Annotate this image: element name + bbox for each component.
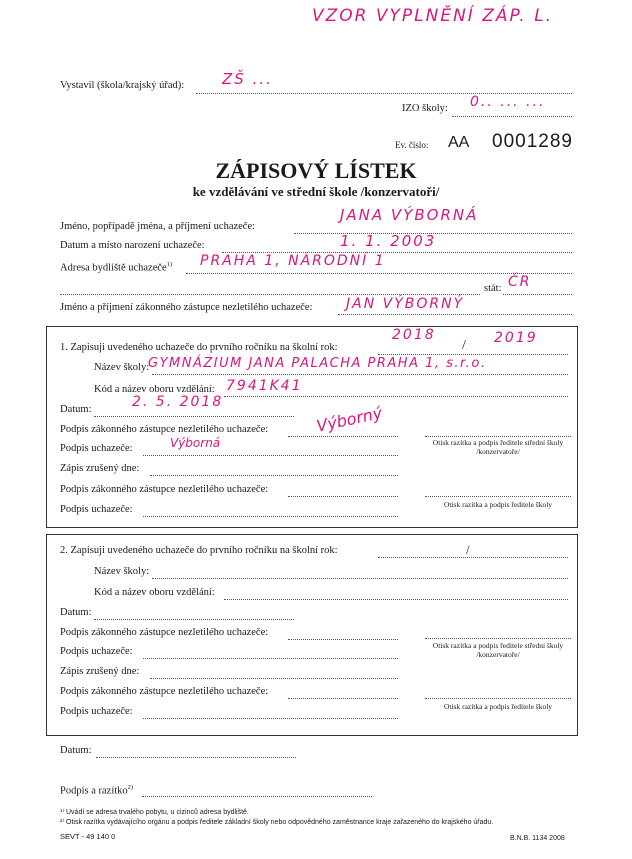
s1-applicant-signature: Výborná	[170, 436, 221, 450]
applicant-birth-value[interactable]: 1. 1. 2003	[340, 232, 437, 250]
address-label-text: Adresa bydliště uchazeče	[60, 262, 167, 274]
s2-applicant-sign-label: Podpis uchazeče:	[60, 646, 133, 657]
applicant-state-value[interactable]: ČR	[508, 274, 532, 290]
izo-value[interactable]: 0.. ... ...	[470, 94, 546, 110]
s2-guardian-sign2-label: Podpis zákonného zástupce nezletilého uchazeče:	[60, 686, 269, 697]
s1-date-value[interactable]: 2. 5. 2018	[132, 394, 224, 410]
s1-cancel-label: Zápis zrušený dne:	[60, 463, 140, 474]
s1-applicant-sign2-line	[143, 516, 398, 517]
footer-sign-label-text: Podpis a razítko	[60, 785, 128, 797]
s1-stamp1-caption: Otisk razítka a podpis ředitele střední školy /konzervatoře/	[432, 438, 564, 456]
izo-line	[452, 116, 572, 117]
ev-series: AA	[448, 134, 470, 151]
footnote-2: ²⁾ Otisk razítka vydávajícího orgánu a podpis ředitele základní školy nebo odpovědného zaměstnance kraje zařazeného do krajského úřadu.	[60, 819, 494, 826]
header-note: VZOR VYPLNĚNÍ ZÁP. L.	[312, 6, 554, 26]
applicant-birth-label: Datum a místo narození uchazeče:	[60, 240, 205, 251]
s2-applicant-sign-line	[143, 658, 398, 659]
s2-field-label: Kód a název oboru vzdělání:	[94, 587, 215, 598]
izo-label: IZO školy:	[402, 103, 448, 114]
s2-stamp1-line	[425, 638, 571, 639]
s2-guardian-sign-label: Podpis zákonného zástupce nezletilého uchazeče:	[60, 627, 269, 638]
issuer-value[interactable]: ZŠ ...	[222, 70, 273, 88]
bnb-code: B.N.B. 1134 2008	[510, 835, 565, 842]
s2-school-label: Název školy:	[94, 566, 150, 577]
s1-school-label: Název školy:	[94, 362, 150, 373]
s2-cancel-line	[150, 678, 398, 679]
s1-cancel-line	[150, 475, 398, 476]
footer-date-line	[96, 757, 296, 758]
s1-year-from[interactable]: 2018	[392, 327, 436, 343]
footer-date-label: Datum:	[60, 745, 92, 756]
s2-school-line	[152, 578, 568, 579]
s1-year-to[interactable]: 2019	[494, 330, 538, 346]
s2-year-slash: /	[466, 542, 470, 557]
applicant-address-label	[60, 261, 172, 274]
s1-field-line	[224, 396, 568, 397]
s1-date-label: Datum:	[60, 404, 92, 415]
s2-date-label: Datum:	[60, 607, 92, 618]
guardian-name-label: Jméno a příjmení zákonného zástupce nezletilého uchazeče:	[60, 302, 313, 313]
s1-applicant-sign2-label: Podpis uchazeče:	[60, 504, 133, 515]
issuer-label: Vystavil (škola/krajský úřad):	[60, 80, 185, 91]
s1-field-label: Kód a název oboru vzdělání:	[94, 384, 215, 395]
s2-stamp2-line	[425, 698, 571, 699]
sevt-code: SEVT - 49 140 0	[60, 832, 116, 841]
s1-guardian-sign-line	[288, 436, 398, 437]
s1-school-line	[152, 374, 568, 375]
s1-guardian-sign2-line	[288, 496, 398, 497]
ev-label: Ev. číslo:	[395, 140, 429, 150]
guardian-name-value[interactable]: JAN VÝBORNÝ	[346, 296, 465, 312]
s1-stamp1-line	[425, 436, 571, 437]
s1-year-slash: /	[462, 338, 466, 353]
footnote-1: ¹⁾ Uvádí se adresa trvalého pobytu, u cizinců adresa bydliště.	[60, 809, 249, 816]
s1-school-value[interactable]: GYMNÁZIUM JANA PALACHA PRAHA 1, s.r.o.	[148, 356, 487, 371]
s1-guardian-sign-label: Podpis zákonného zástupce nezletilého uchazeče:	[60, 424, 269, 435]
footer-sign-footnote-ref: 2)	[127, 784, 134, 791]
s2-stamp1-caption: Otisk razítka a podpis ředitele střední školy /konzervatoře/	[432, 641, 564, 659]
s1-applicant-sign-label: Podpis uchazeče:	[60, 443, 133, 454]
s1-enroll-label: 1. Zapisuji uvedeného uchazeče do prvního ročníku na školní rok:	[60, 342, 338, 353]
guardian-name-line	[338, 314, 572, 315]
ev-number: 0001289	[492, 131, 573, 152]
applicant-name-label: Jméno, popřípadě jména, a příjmení uchazeče:	[60, 221, 256, 232]
s2-date-line	[94, 619, 294, 620]
s1-guardian-signature: Výborný	[314, 403, 384, 436]
s2-guardian-sign2-line	[288, 698, 398, 699]
s1-stamp2-caption: Otisk razítka a podpis ředitele školy	[443, 500, 553, 509]
footer-sign-line	[142, 796, 372, 797]
s1-guardian-sign2-label: Podpis zákonného zástupce nezletilého uchazeče:	[60, 484, 269, 495]
s1-date-line	[94, 416, 294, 417]
s1-year-line	[378, 354, 568, 355]
applicant-state-label: stát:	[484, 283, 502, 294]
page-title: ZÁPISOVÝ LÍSTEK	[215, 158, 417, 183]
applicant-state-line	[503, 294, 572, 295]
s2-stamp2-caption: Otisk razítka a podpis ředitele školy	[443, 702, 553, 711]
page-subtitle: ke vzdělávání ve střední škole /konzervatoři/	[192, 184, 440, 199]
applicant-address-value[interactable]: PRAHA 1, NÁRODNÍ 1	[200, 253, 386, 269]
s2-enroll-label: 2. Zapisuji uvedeného uchazeče do prvního ročníku na školní rok:	[60, 545, 338, 556]
address-second-line	[60, 294, 480, 295]
s2-year-line	[378, 557, 568, 558]
s2-applicant-sign2-label: Podpis uchazeče:	[60, 706, 133, 717]
s2-guardian-sign-line	[288, 639, 398, 640]
s2-cancel-label: Zápis zrušený dne:	[60, 666, 140, 677]
address-footnote-ref: 1)	[166, 261, 173, 268]
s2-field-line	[224, 599, 568, 600]
s1-field-value[interactable]: 7941K41	[226, 378, 303, 394]
footer-sign-label	[60, 784, 133, 797]
s2-applicant-sign2-line	[143, 718, 398, 719]
applicant-name-value[interactable]: JANA VÝBORNÁ	[340, 206, 479, 224]
s1-stamp2-line	[425, 496, 571, 497]
s1-applicant-sign-line	[143, 455, 398, 456]
